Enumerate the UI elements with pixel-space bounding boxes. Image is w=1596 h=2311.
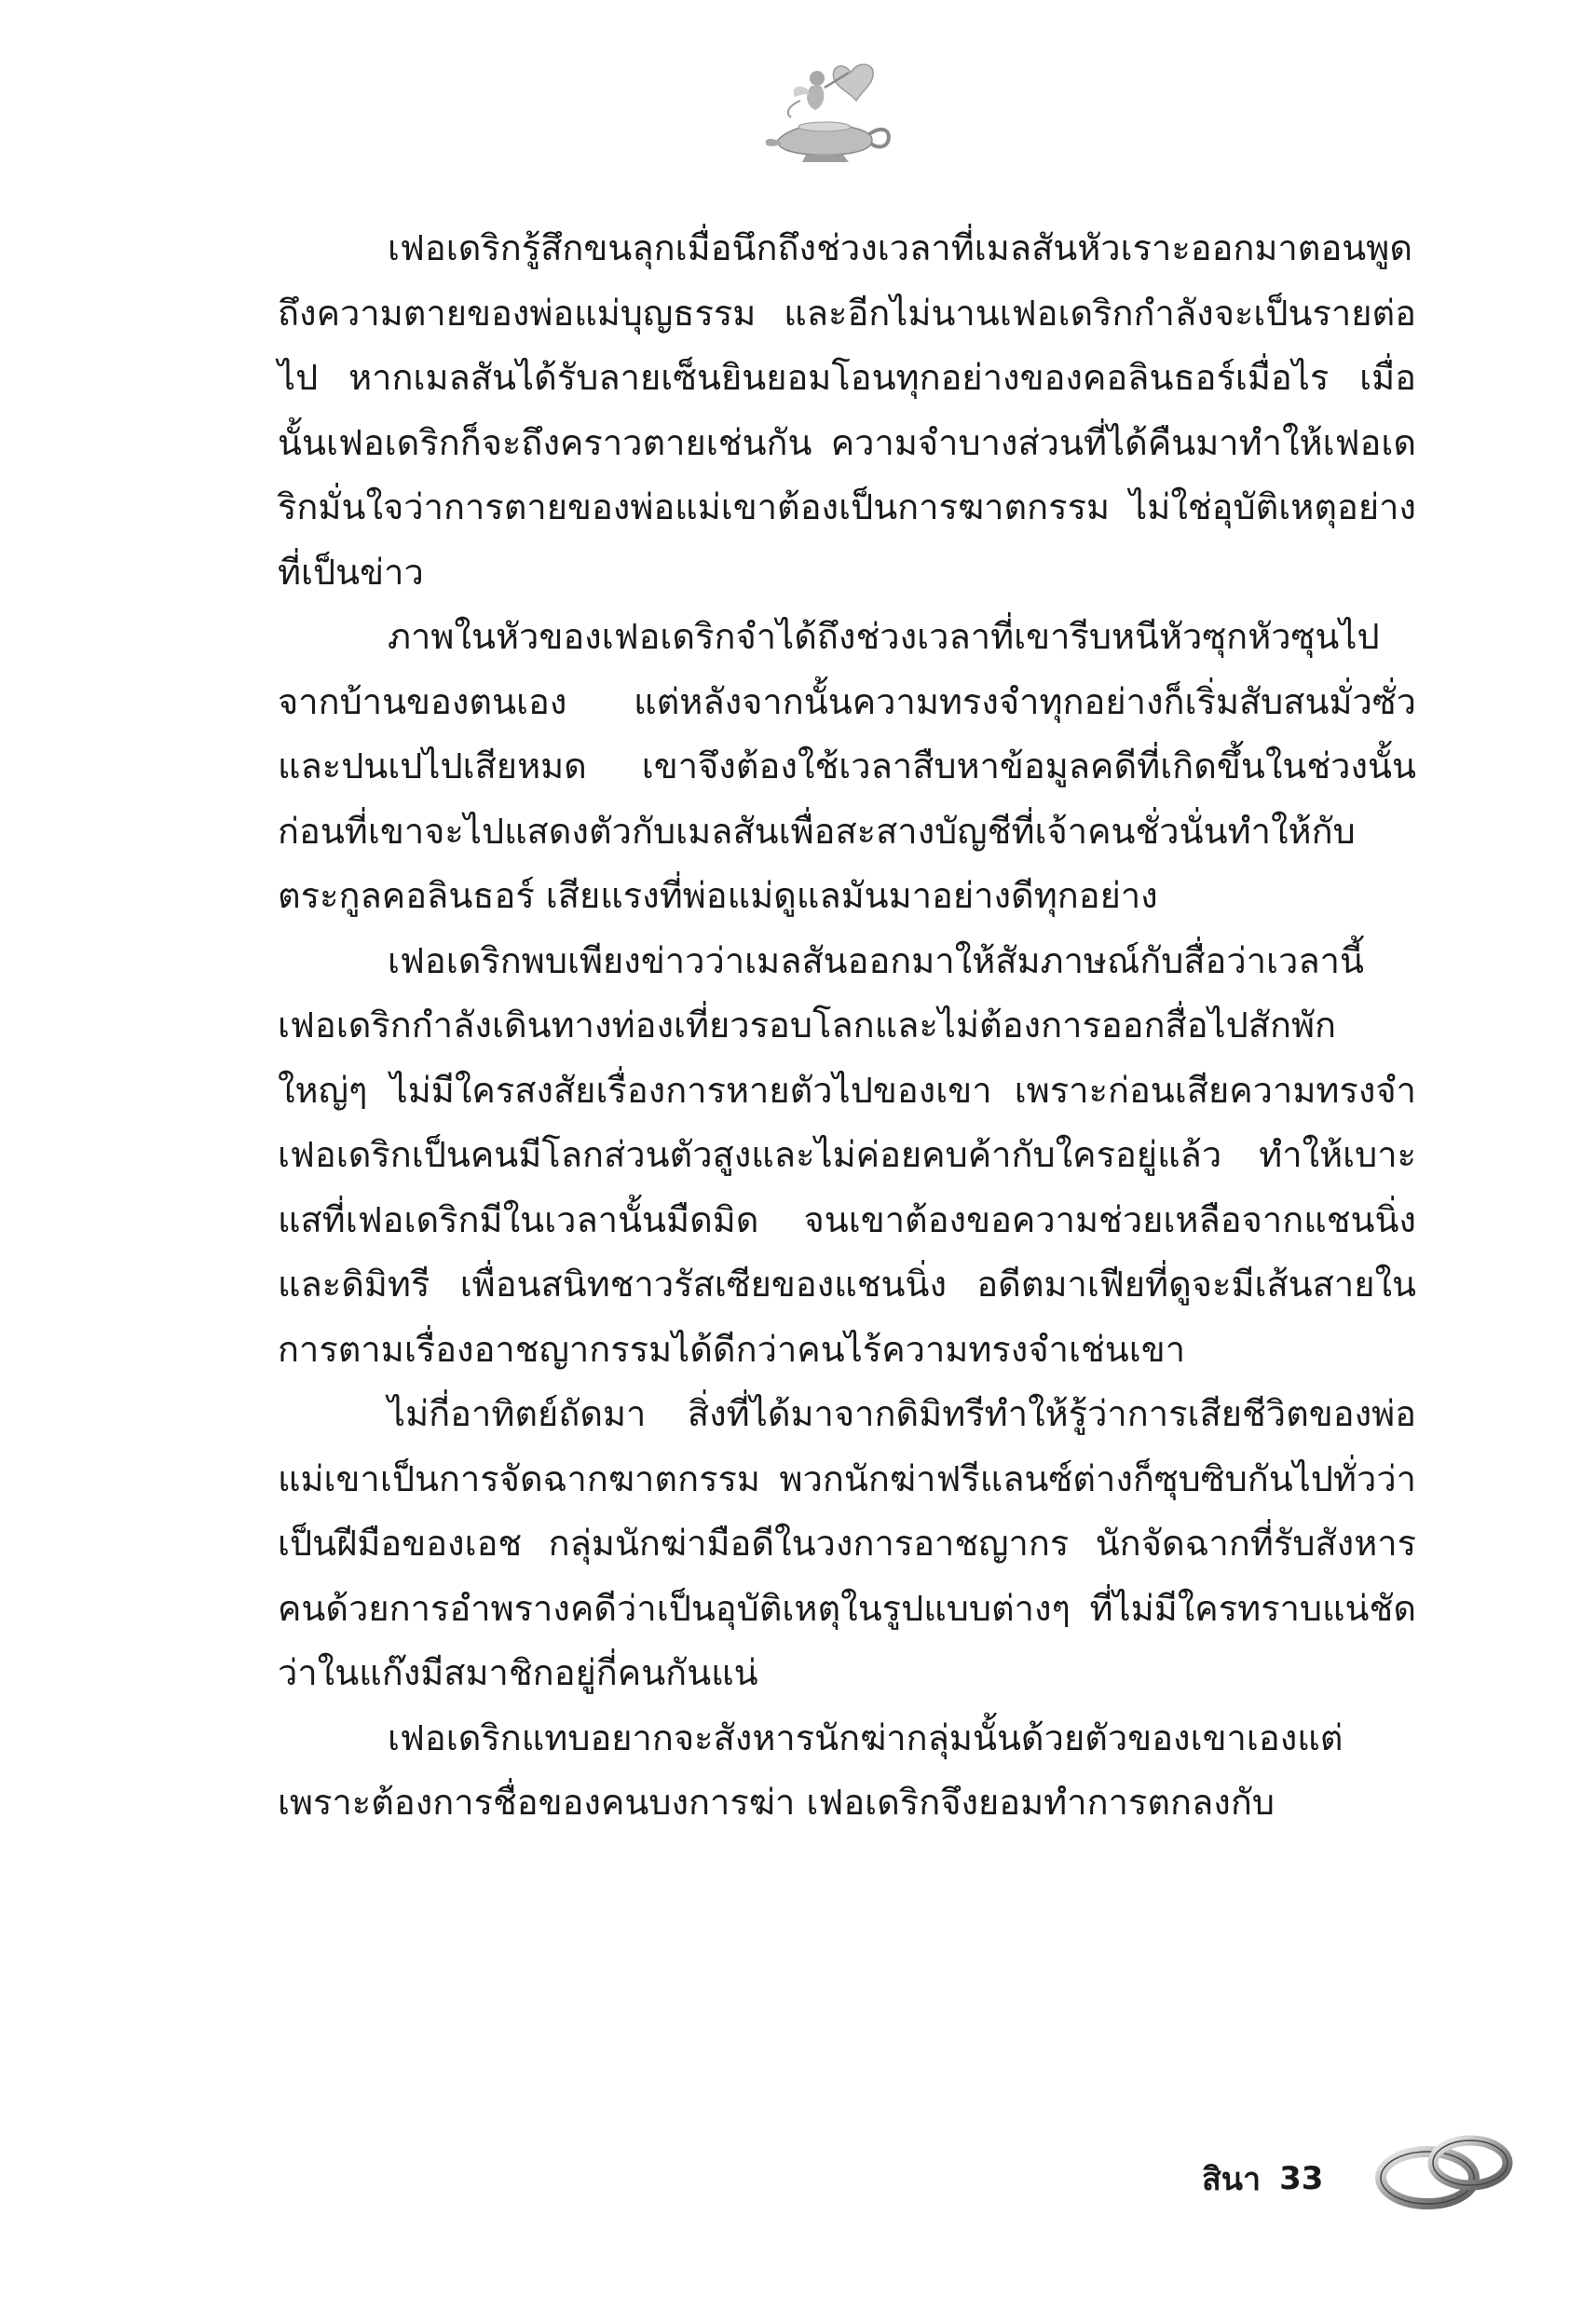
page-number: 33 xyxy=(1279,2160,1324,2197)
chapter-body xyxy=(278,216,1416,1836)
wedding-rings-icon xyxy=(1370,2120,1519,2222)
paragraph-1: เฟอเดริกรู้สึกขนลุกเมื่อนึกถึงช่วงเวลาที่เมลสันหัวเราะออกมาตอนพูดถึงความตายของพ่อแม่บุญธรรม และอีกไม่นานเฟอเดริกกำลังจะเป็นรายต่อไป หากเมลสันได้รับลายเซ็นยินยอมโอนทุกอย่างของคอลินธอร์เมื่อไร เมื่อนั้นเฟอเดริกก็จะถึงคราวตายเช่นกัน ความจำบางส่วนที่ได้คืนมาทำให้เฟอเดริกมั่นใจว่าการตายของพ่อแม่เขาต้องเป็นการฆาตกรรม ไม่ใช่อุบัติเหตุอย่างที่เป็นข่าว xyxy=(278,227,1416,593)
lamp-with-cupid-icon xyxy=(759,45,908,166)
paragraph-2: ภาพในหัวของเฟอเดริกจำได้ถึงช่วงเวลาที่เขารีบหนีหัวซุกหัวซุนไปจากบ้านของตนเอง แต่หลังจากนั้นความทรงจำทุกอย่างก็เริ่มสับสนมั่วซั่วและปนเปไปเสียหมด เขาจึงต้องใช้เวลาสืบหาข้อมูลคดีที่เกิดขึ้นในช่วงนั้นก่อนที่เขาจะไปแสดงตัวกับเมลสันเพื่อสะสางบัญชีที่เจ้าคนชั่วนั่นทำให้กับตระกูลคอลินธอร์ เสียแรงที่พ่อแม่ดูแลมันมาอย่างดีทุกอย่าง xyxy=(278,616,1416,916)
page-footer xyxy=(1202,2151,1323,2207)
paragraph-4: ไม่กี่อาทิตย์ถัดมา สิ่งที่ได้มาจากดิมิทรีทำให้รู้ว่าการเสียชีวิตของพ่อแม่เขาเป็นการจัดฉากฆาตกรรม พวกนักฆ่าฟรีแลนซ์ต่างก็ซุบซิบกันไปทั่วว่าเป็นฝีมือของเอช กลุ่มนักฆ่ามือดีในวงการอาชญากร นักจัดฉากที่รับสังหารคนด้วยการอำพรางคดีว่าเป็นอุบัติเหตุในรูปแบบต่างๆ ที่ไม่มีใครทราบแน่ชัดว่าในแก๊งมีสมาชิกอยู่กี่คนกันแน่ xyxy=(278,1393,1416,1693)
paragraph-5: เฟอเดริกแทบอยากจะสังหารนักฆ่ากลุ่มนั้นด้วยตัวของเขาเองแต่เพราะต้องการชื่อของคนบงการฆ่า เฟอเดริกจึงยอมทำการตกลงกับ xyxy=(278,1716,1344,1823)
paragraph-3: เฟอเดริกพบเพียงข่าวว่าเมลสันออกมาให้สัมภาษณ์กับสื่อว่าเวลานี้เฟอเดริกกำลังเดินทางท่องเที่ยวรอบโลกและไม่ต้องการออกสื่อไปสักพักใหญ่ๆ ไม่มีใครสงสัยเรื่องการหายตัวไปของเขา เพราะก่อนเสียความทรงจำเฟอเดริกเป็นคนมีโลกส่วนตัวสูงและไม่ค่อยคบค้ากับใครอยู่แล้ว ทำให้เบาะแสที่เฟอเดริกมีในเวลานั้นมืดมิด จนเขาต้องขอความช่วยเหลือจากแชนนิ่งและดิมิทรี เพื่อนสนิทชาวรัสเซียของแชนนิ่ง อดีตมาเฟียที่ดูจะมีเส้นสายในการตามเรื่องอาชญากรรมได้ดีกว่าคนไร้ความทรงจำเช่นเขา xyxy=(278,939,1416,1370)
book-title: สินา xyxy=(1202,2161,1262,2198)
